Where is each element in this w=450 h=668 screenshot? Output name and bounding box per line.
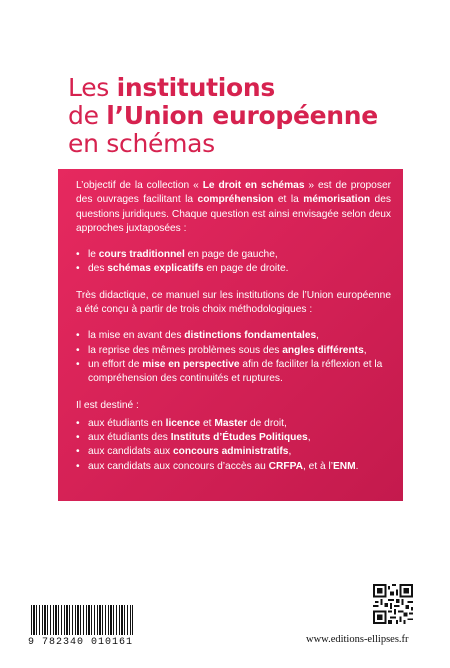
barcode-number: 9 782340 010161 [28, 637, 134, 648]
barcode [31, 605, 133, 635]
list-item: • aux candidats aux concours d’accès au CRFPA, et à l’ENM. [76, 460, 391, 474]
publisher-website: www.editions-ellipses.fr [306, 634, 409, 645]
list-item: • un effort de mise en perspective afin de faciliter la réflexion et la compréhension des continuités et ruptures. [76, 358, 391, 387]
description-panel [58, 169, 403, 501]
list-item: • le cours traditionnel en page de gauche, [76, 248, 391, 262]
list-item: • aux candidats aux concours administratifs, [76, 445, 391, 459]
title-line-1: Les institutions [68, 73, 275, 102]
list-item: • aux étudiants en licence et Master de droit, [76, 417, 391, 431]
intro-paragraph: L’objectif de la collection « Le droit en schémas » est de proposer des ouvrages facilitant la compréhension et la mémorisation des questions juridiques. Chaque question est ainsi envisagée selon deux approches juxtaposées : [76, 180, 392, 234]
title-line-3: en schémas [68, 129, 215, 158]
qr-code-icon [373, 584, 413, 624]
didactic-paragraph: Très didactique, ce manuel sur les institutions de l’Union européenne a été conçu à partir de trois choix méthodologiques : [76, 289, 391, 316]
audience-intro: Il est destiné : [76, 399, 139, 411]
title-line-2: de l’Union européenne [68, 101, 378, 130]
list-item: • la mise en avant des distinctions fondamentales, [76, 329, 391, 343]
choices-list [76, 329, 391, 386]
approaches-list [76, 248, 391, 277]
list-item: • des schémas explicatifs en page de droite. [76, 262, 391, 276]
list-item: • la reprise des mêmes problèmes sous des angles différents, [76, 344, 391, 358]
audience-list [76, 417, 391, 474]
book-title [68, 74, 378, 158]
list-item: • aux étudiants des Instituts d’Études Politiques, [76, 431, 391, 445]
